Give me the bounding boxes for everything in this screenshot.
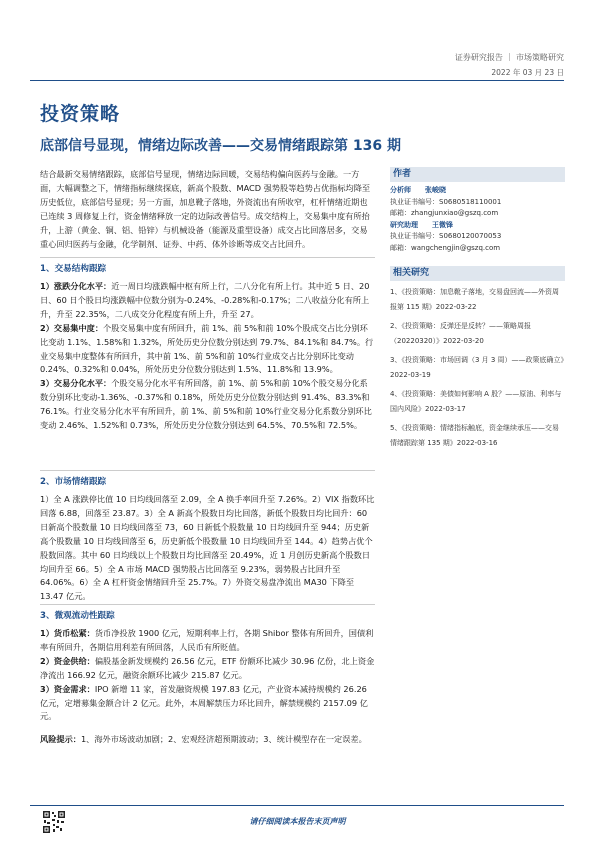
related-item[interactable]: 3、《投资策略：市场回调（3 月 3 周）——政策底确立》2022-03-19 <box>390 356 565 379</box>
authors-header: 作者 <box>390 167 565 182</box>
risk-warning <box>40 733 375 747</box>
section-title: 投资策略 <box>40 103 121 125</box>
paragraph-text: 个股交易集中度有所回升，前 1%、前 5%和前 10%个股成交占比分别环比变动 1.1%、1.58%和 1.32%，所处历史分位数分别达到 79.7%、84.1%和 84.7%。行业交易集中度整体有所回升，其中前 1%、前 5%和前 10%行业成交占比分别环比变动 0.24%、0.32%和 0.04%，所处历史分位数分别达到 1.5%、11.8%和 13.9%。 <box>40 322 374 375</box>
related-list <box>390 285 565 455</box>
author-cert: S0680518110001 <box>439 197 502 206</box>
author-name-row <box>390 185 565 197</box>
section-1-body <box>40 280 375 433</box>
paragraph <box>40 377 375 433</box>
header-divider <box>30 80 564 81</box>
paragraph-label: 1）货币松紧： <box>40 628 95 638</box>
paragraph <box>40 493 375 604</box>
paragraph-text: 1）全 A 涨跌停比值 10 日均线回落至 2.09，全 A 换手率回升至 7.26%。2）VIX 指数环比回落 6.88，回落至 23.87。3）全 A 新高个股数日均比回落，新低个股数日均比回升：60 日新高个股数量 10 日均线回落至 73，60 日新低个股数量 10 日均线回升至 944；历史新高个股数量 10 日均线回落至 6，历史新低个股数量 10 日均线回升至 144。4）趋势占优个股数回落。其中 60 日均线以上个股数日均比回落至 20.49%，近 1 月创历史新高个股数日均回升至 66。5）全 A 市场 MACD 强势股占比回落至 9.23%，弱势股占比回升至 64.06%。6）全 A 杠杆资金情绪回升至 25.7%。7）外资交易盘净流出 MA30 下降至 13.47 亿元。 <box>40 494 375 602</box>
author-cert-row: 执业证书编号：S0680518110001 <box>390 197 502 206</box>
author-name: 王微锋 <box>432 220 453 229</box>
author-cert-row: 执业证书编号：S0680120070053 <box>390 232 502 240</box>
section-1-title: 1、交易结构跟踪 <box>40 264 107 274</box>
author-cert: S0680120070053 <box>439 232 502 240</box>
footer-divider <box>30 805 564 806</box>
section-2-title: 2、市场情绪跟踪 <box>40 477 107 487</box>
author-role: 分析师 <box>390 186 411 194</box>
paragraph-label: 3）交易分化水平： <box>40 378 112 389</box>
related-item[interactable]: 4、《投资策略：美债如何影响 A 股？——原油、利率与国内风险》2022-03-17 <box>390 390 562 413</box>
paragraph-text: IPO 新增 11 家，首发融资规模 197.83 亿元，产业资本减持规模约 26.26 亿元，定增募集金额合计 2 亿元。此外，本周解禁压力环比回升，解禁规模约 2157.09 亿元。 <box>40 683 368 722</box>
paragraph <box>40 683 375 725</box>
paragraph-text: 近一周日均涨跌幅中枢有所上行，二八分化有所上行。其中近 5 日、20 日、60 日个股日均涨跌幅中位数分别为-0.24%、-0.28%和-0.17%；二八收益分化有所上升，升至 22.35%，二八成交分化程度有所上升，升至 27。 <box>40 281 370 319</box>
section-3-divider <box>40 604 375 605</box>
section-2-divider <box>40 470 375 471</box>
section-3-body <box>40 627 375 724</box>
section-2-body <box>40 493 375 604</box>
paragraph-label: 1）涨跌分化水平： <box>40 281 112 291</box>
author-email[interactable]: wangchengjin@gszq.com <box>411 243 501 252</box>
related-item[interactable]: 1、《投资策略：加息靴子落地，交易盘回流——外资周报第 115 期》2022-03-22 <box>390 288 559 311</box>
related-header: 相关研究 <box>390 266 565 281</box>
header-category: 证券研究报告 ｜ 市场策略研究 <box>454 53 564 62</box>
paragraph-text: 个股交易分化水平有所回落，前 1%、前 5%和前 10%个股交易分化系数分别环比变动-1.36%、-0.37%和 0.18%，所处历史分位数分别达到 91.4%、83.3%和 76.1%。行业交易分化水平有所回升，前 1%、前 5%和前 10%行业交易分化系数分别环比变动 2.46%、1.52%和 0.73%，所处历史分位数分别达到 64.5%、70.5%和 72.5%。 <box>40 378 372 431</box>
author-name-row <box>390 220 565 232</box>
authors-block <box>390 185 565 254</box>
author-name: 张峻晓 <box>425 186 446 194</box>
author-email-row: 邮箱：zhangjunxiao@gszq.com <box>390 209 499 217</box>
author-role: 研究助理 <box>390 220 418 229</box>
section-3-title: 3、微观流动性跟踪 <box>40 611 115 621</box>
related-item[interactable]: 2、《投资策略：反弹还是反转？——策略周报（20220320）》2022-03-20 <box>390 322 531 345</box>
summary-paragraph: 结合最新交易情绪跟踪，底部信号显现，情绪边际回暖，交易结构偏向医药与金融。一方面，大幅调整之下，情绪指标继续探底，新高个股数、MACD 强势股等趋势占优指标均降至历史低位，底部信号显现；另一方面，加息靴子落地，外资流出有所收窄，杠杆情绪近期也已连续 3 周修复上行，资金情绪释放一定的边际改善信号。成交结构上，交易集中度有所抬升，上游（黄金、铜、铝、铅锌）与机械设备（能源及重型设备）成交占比回落居多，交易重心回归医药与金融，化学制剂、证券、中药、体外诊断等成交占比回升。 <box>40 169 371 249</box>
risk-label: 风险提示： <box>40 734 81 744</box>
section-1-divider <box>40 257 375 258</box>
report-headline: 底部信号显现，情绪边际改善——交易情绪跟踪第 136 期 <box>40 138 401 154</box>
related-item[interactable]: 5、《投资策略：情绪指标触底，资金继续承压——交易情绪跟踪第 135 期》2022-03-16 <box>390 424 559 447</box>
paragraph <box>40 322 375 378</box>
paragraph-text: 偏股基金新发规模约 26.56 亿元，ETF 份额环比减少 30.96 亿份，北上资金净流出 166.92 亿元，融资余额环比减少 215.87 亿元。 <box>40 655 375 680</box>
paragraph <box>40 655 375 683</box>
paragraph-label: 3）资金需求： <box>40 683 95 694</box>
paragraph <box>40 280 375 322</box>
paragraph-label: 2）资金供给： <box>40 655 95 666</box>
paragraph <box>40 627 375 655</box>
author-email-row: 邮箱：wangchengjin@gszq.com <box>390 243 501 252</box>
paragraph-label: 2）交易集中度： <box>40 322 104 333</box>
paragraph-text: 货币净投放 1900 亿元，短期利率上行，各期 Shibor 整体有所回升，国债利率有所回升，各期信用利差有所回落，人民币有所贬值。 <box>40 628 374 652</box>
footer-disclaimer: 请仔细阅读本报告末页声明 <box>249 817 346 826</box>
header-date: 2022 年 03 月 23 日 <box>491 68 564 77</box>
risk-text: 1、海外市场波动加剧；2、宏观经济超预期波动；3、统计模型存在一定误差。 <box>80 734 367 744</box>
author-email[interactable]: zhangjunxiao@gszq.com <box>411 209 499 217</box>
